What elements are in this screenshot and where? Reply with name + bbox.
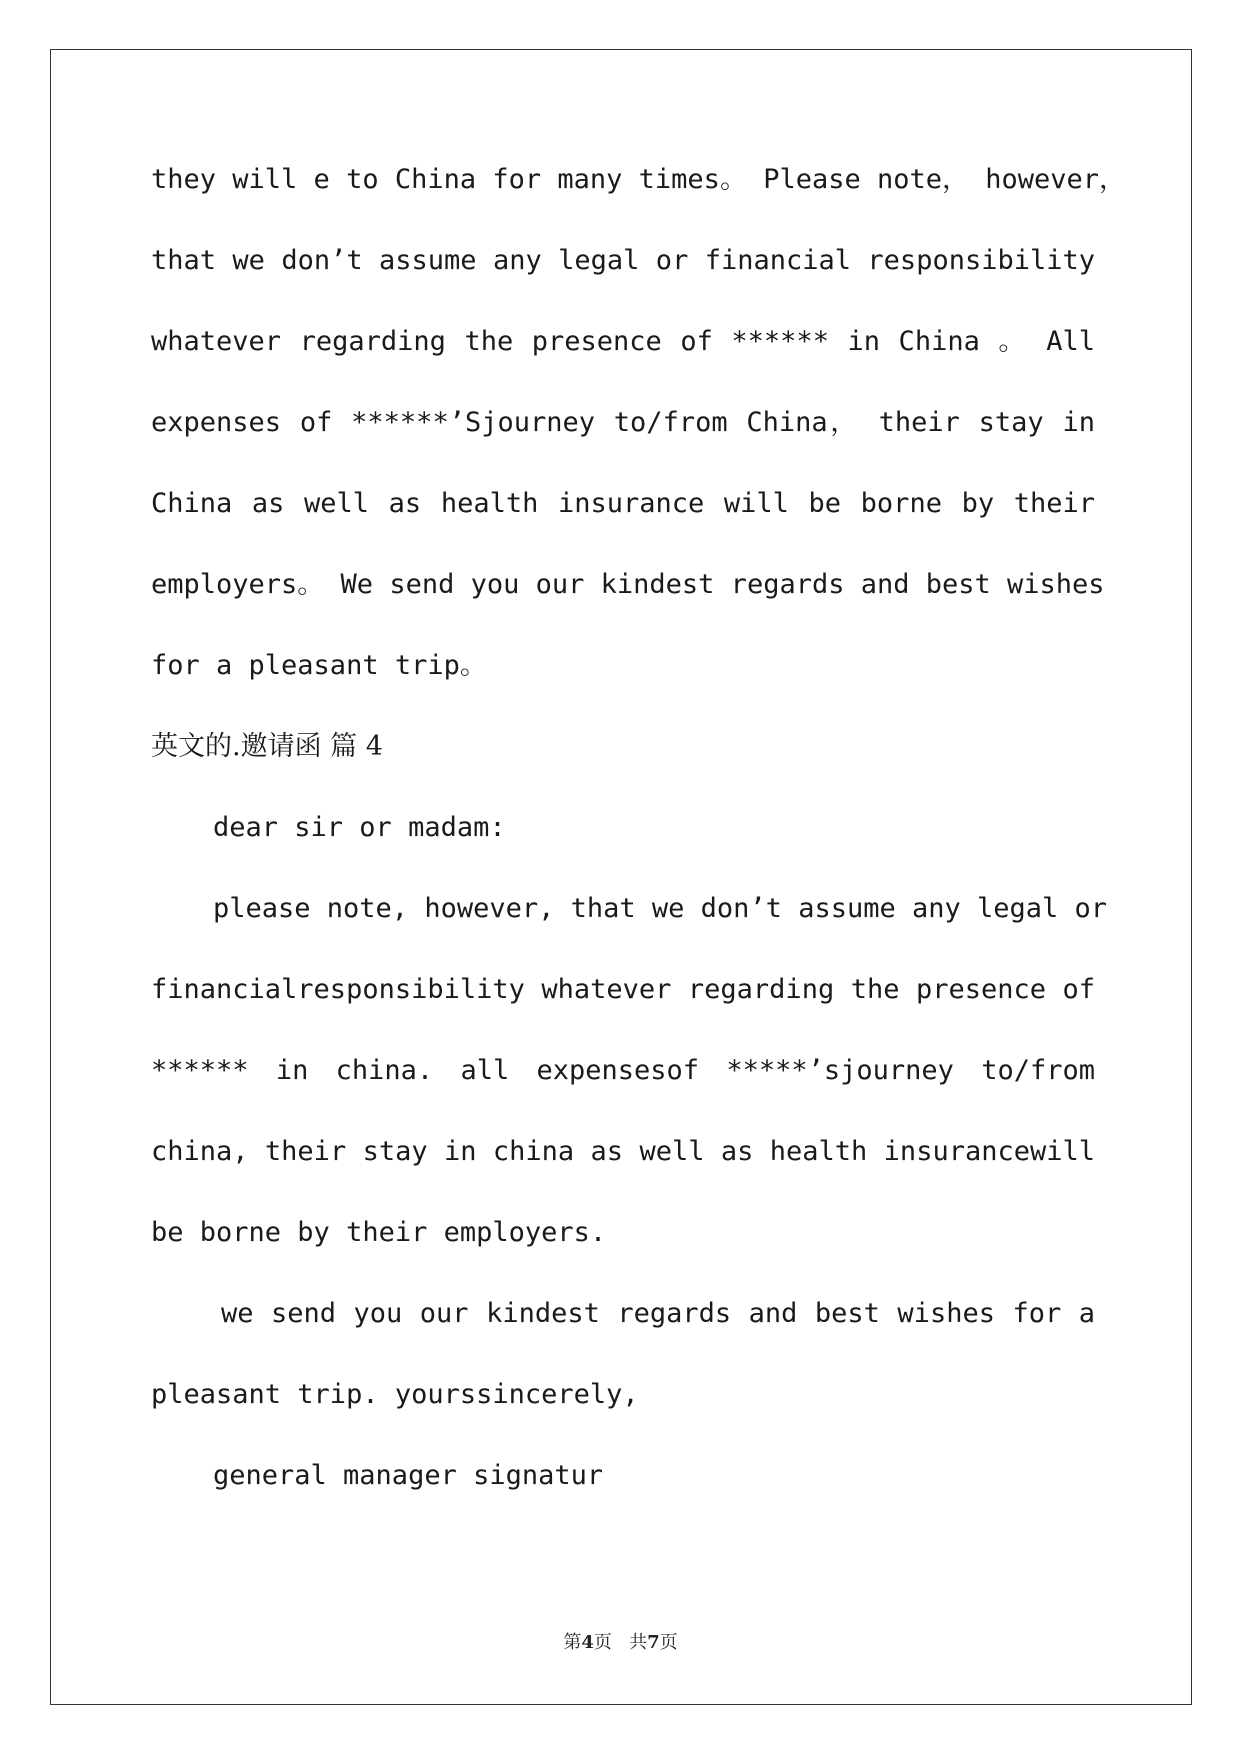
footer-total-suffix: 页 <box>659 1632 678 1653</box>
letter-salutation: dear sir or madam: <box>213 812 506 843</box>
text-line: China as well as health insurance will be borne by their <box>151 488 1095 519</box>
letter-body-line: financialresponsibility whatever regarding the presence of <box>151 974 1095 1005</box>
letter-body-line: china, their stay in china as well as health insurancewill <box>151 1136 1095 1167</box>
letter-body-line: ****** in china. all expensesof *****’sjourney to/from <box>151 1055 1095 1086</box>
letter-body-line: be borne by their employers. <box>151 1217 607 1248</box>
letter-body-line: please note, however, that we don’t assume any legal or <box>213 893 1108 924</box>
text-line: they will e to China for many times。 Please note， however， <box>151 164 1127 195</box>
footer-total-pages: 7 <box>647 1632 660 1653</box>
text-line: whatever regarding the presence of ****** in China 。 All <box>151 326 1095 357</box>
footer-page-suffix: 页 <box>593 1632 612 1653</box>
footer-page-number: 4 <box>581 1632 594 1653</box>
footer-total-prefix: 共 <box>629 1632 648 1653</box>
footer-prefix: 第 <box>563 1632 582 1653</box>
text-line: for a pleasant trip。 <box>151 650 487 681</box>
section-heading: 英文的.邀请函 篇 4 <box>151 731 383 762</box>
letter-signature: general manager signatur <box>213 1460 604 1491</box>
text-line: expenses of ******’Sjourney to/from China， their stay in <box>151 407 1095 438</box>
letter-body-line: pleasant trip. yourssincerely, <box>151 1379 639 1410</box>
text-line: that we don’t assume any legal or financial responsibility <box>151 245 1095 276</box>
text-line: employers。 We send you our kindest regards and best wishes <box>151 569 1105 600</box>
page-footer <box>0 1628 1241 1654</box>
letter-body-line: we send you our kindest regards and best wishes for a <box>221 1298 1095 1329</box>
